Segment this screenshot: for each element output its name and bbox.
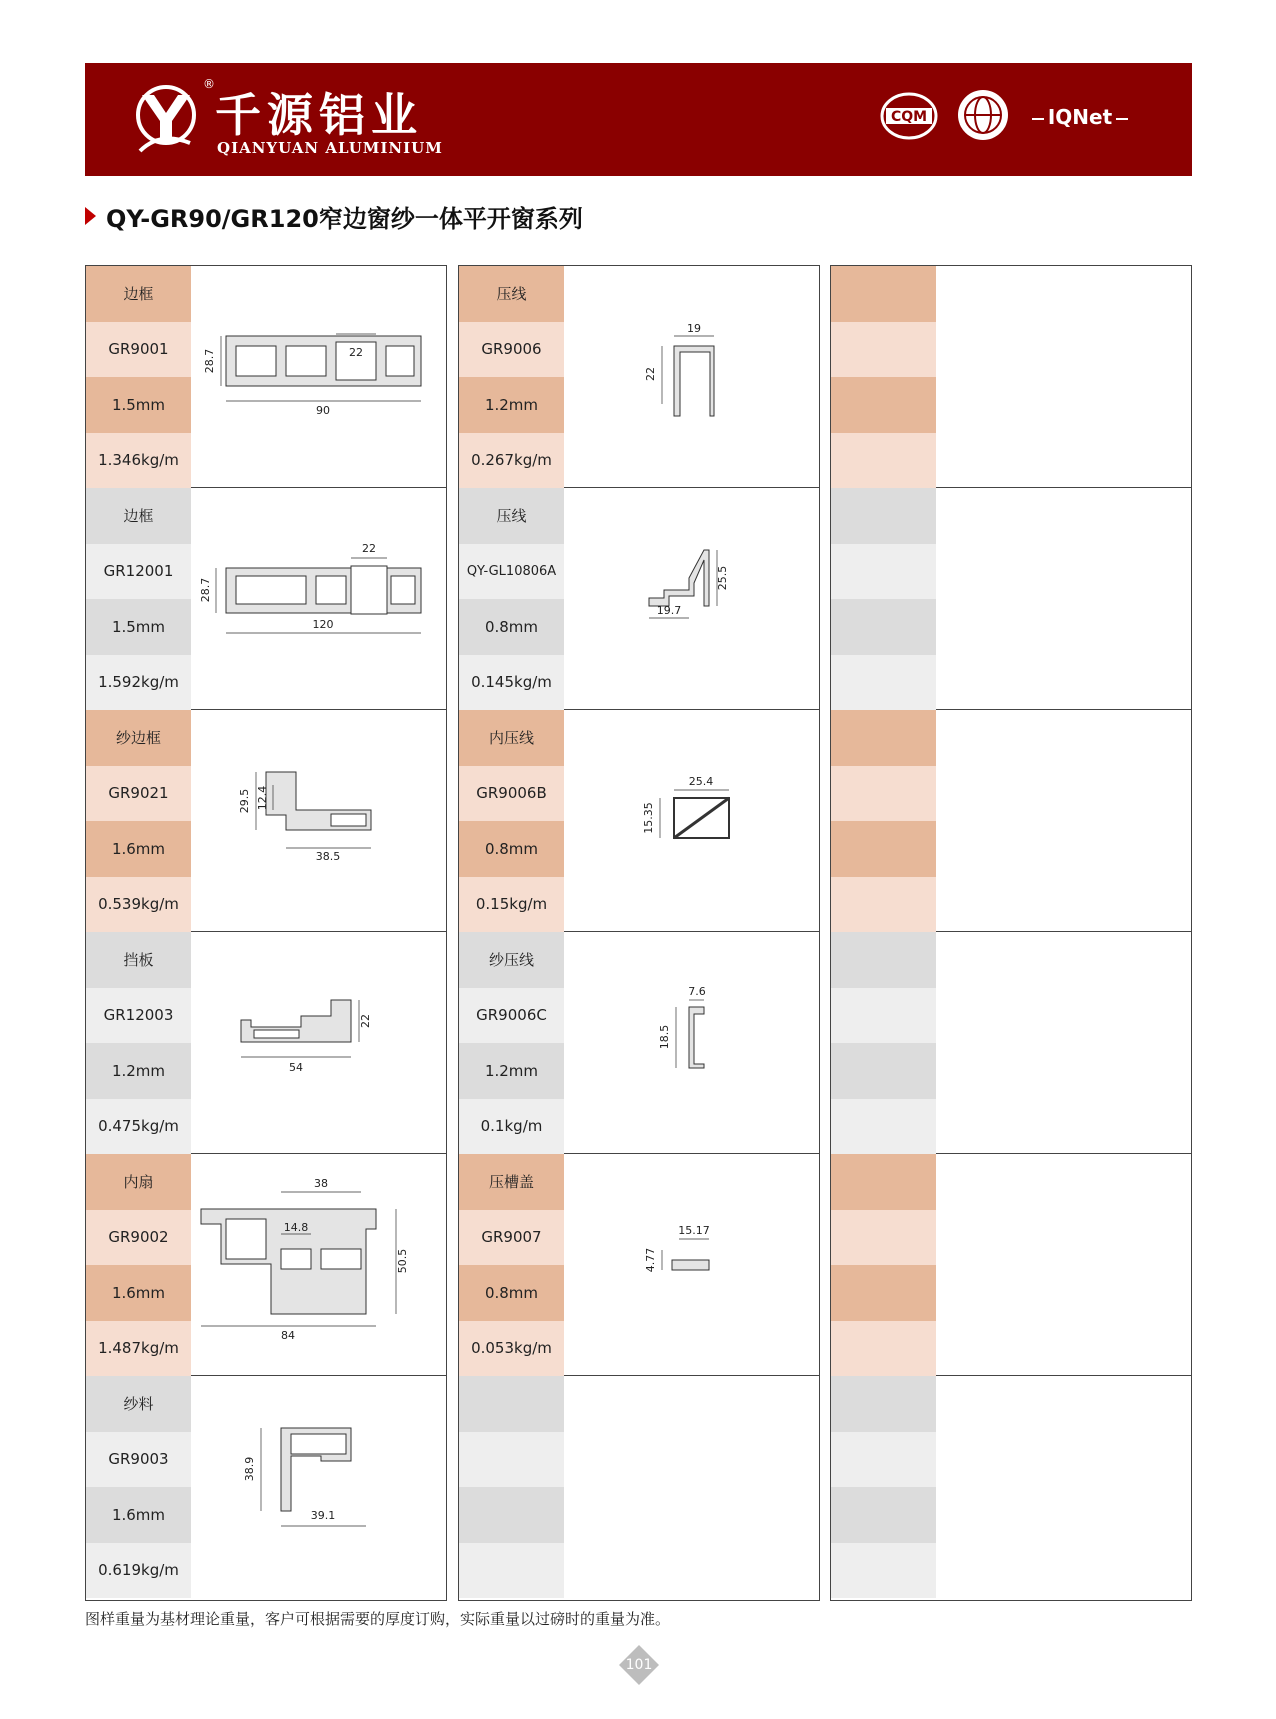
profile-card <box>86 1376 446 1598</box>
registered-mark: ® <box>203 77 215 91</box>
profile-thickness: 1.2mm <box>459 377 564 433</box>
dimension-label: 22 <box>644 367 657 381</box>
profile-code: GR9002 <box>86 1210 191 1266</box>
profile-name <box>831 488 936 544</box>
cqm-label: CQM <box>890 109 928 125</box>
profile-card <box>86 266 446 488</box>
profile-code: GR9003 <box>86 1432 191 1488</box>
dimension-label: 84 <box>281 1329 295 1342</box>
profile-section-drawing <box>936 710 1191 932</box>
dimension-label: 19.7 <box>656 604 682 617</box>
profile-thickness <box>831 377 936 433</box>
profile-section-drawing <box>191 488 446 710</box>
profile-card <box>86 710 446 932</box>
profile-name <box>831 266 936 322</box>
profile-weight <box>831 1321 936 1377</box>
profile-weight <box>831 1543 936 1599</box>
profile-code: QY-GL10806A <box>459 544 564 600</box>
dimension-label: 15.35 <box>642 802 655 834</box>
profile-name: 边框 <box>86 488 191 544</box>
page-number: 101 <box>625 1657 653 1673</box>
profile-code <box>831 1432 936 1488</box>
profile-thickness: 1.6mm <box>86 821 191 877</box>
dimension-label: 25.4 <box>688 775 714 788</box>
profile-name <box>831 710 936 766</box>
profile-weight <box>459 1543 564 1599</box>
profile-code: GR12003 <box>86 988 191 1044</box>
profile-section-drawing <box>564 710 819 932</box>
dimension-label: 25.5 <box>716 565 729 591</box>
profile-weight <box>831 1099 936 1155</box>
profile-section-drawing <box>191 1154 446 1376</box>
profile-card <box>459 932 819 1154</box>
dimension-label: 22 <box>359 1014 372 1028</box>
profile-name <box>831 932 936 988</box>
profile-section-drawing <box>936 1154 1191 1376</box>
profile-section-drawing <box>936 932 1191 1154</box>
profile-section-drawing <box>936 1376 1191 1598</box>
profile-code: GR9001 <box>86 322 191 378</box>
qianyuan-logo-icon <box>130 81 202 161</box>
profile-card <box>459 266 819 488</box>
cqm-cert-icon <box>880 87 938 145</box>
profile-name: 压槽盖 <box>459 1154 564 1210</box>
dimension-label: 22 <box>362 542 376 555</box>
dimension-label: 90 <box>316 404 330 417</box>
dimension-label: 7.6 <box>688 985 706 998</box>
profile-card <box>86 488 446 710</box>
profile-code <box>831 766 936 822</box>
profile-section-drawing <box>936 488 1191 710</box>
profile-name: 边框 <box>86 266 191 322</box>
profile-card <box>459 1154 819 1376</box>
dimension-label: 28.7 <box>203 348 216 374</box>
series-title <box>85 200 583 232</box>
iqnet-cert-icon <box>1025 103 1135 131</box>
profile-name: 压线 <box>459 266 564 322</box>
profile-name <box>831 1376 936 1432</box>
iqnet-label: IQNet <box>1047 105 1113 129</box>
profile-code <box>831 988 936 1044</box>
profile-card <box>459 710 819 932</box>
profile-name <box>459 1376 564 1432</box>
profile-code: GR9021 <box>86 766 191 822</box>
profile-code: GR9006B <box>459 766 564 822</box>
profile-thickness <box>831 1043 936 1099</box>
dimension-label: 12.4 <box>256 785 269 811</box>
profile-name: 挡板 <box>86 932 191 988</box>
profile-weight: 1.487kg/m <box>86 1321 191 1377</box>
profile-name: 内扇 <box>86 1154 191 1210</box>
dimension-label: 15.17 <box>678 1224 710 1237</box>
dimension-label: 22 <box>349 346 363 359</box>
profile-weight <box>831 877 936 933</box>
profile-weight <box>831 655 936 711</box>
profile-thickness <box>831 1487 936 1543</box>
profile-card <box>831 266 1191 488</box>
profile-card <box>86 932 446 1154</box>
profile-weight: 0.539kg/m <box>86 877 191 933</box>
profile-name: 内压线 <box>459 710 564 766</box>
profile-code: GR9006C <box>459 988 564 1044</box>
profile-name: 纱料 <box>86 1376 191 1432</box>
dimension-label: 14.8 <box>283 1221 309 1234</box>
profile-thickness: 0.8mm <box>459 599 564 655</box>
profile-weight: 1.346kg/m <box>86 433 191 489</box>
profile-section-drawing <box>564 1154 819 1376</box>
profile-weight: 0.145kg/m <box>459 655 564 711</box>
profile-column-3 <box>830 265 1192 1601</box>
profile-weight: 0.15kg/m <box>459 877 564 933</box>
dimension-label: 38.9 <box>243 1456 256 1482</box>
profile-thickness: 0.8mm <box>459 821 564 877</box>
profile-weight: 0.1kg/m <box>459 1099 564 1155</box>
series-title-text: QY-GR90/GR120窄边窗纱一体平开窗系列 <box>106 204 583 233</box>
dimension-label: 28.7 <box>199 577 212 603</box>
iso-cert-icon <box>955 87 1011 143</box>
profile-code <box>831 322 936 378</box>
profile-section-drawing <box>191 266 446 488</box>
dimension-label: 19 <box>687 322 701 335</box>
profile-code: GR9007 <box>459 1210 564 1266</box>
dimension-label: 38.5 <box>315 850 341 863</box>
profile-code <box>831 544 936 600</box>
header-banner <box>85 63 1192 176</box>
profile-card <box>459 488 819 710</box>
dimension-label: 18.5 <box>658 1024 671 1050</box>
profile-section-drawing <box>564 932 819 1154</box>
profile-thickness <box>831 821 936 877</box>
profile-code: GR9006 <box>459 322 564 378</box>
brand-name-en: QIANYUAN ALUMINIUM <box>217 139 443 157</box>
profile-card <box>831 1376 1191 1598</box>
profile-thickness: 1.6mm <box>86 1265 191 1321</box>
profile-section-drawing <box>564 266 819 488</box>
profile-thickness: 1.5mm <box>86 599 191 655</box>
profile-name: 纱压线 <box>459 932 564 988</box>
profile-weight: 0.619kg/m <box>86 1543 191 1599</box>
profile-section-drawing <box>191 932 446 1154</box>
brand-name-cn: 千源铝业 <box>215 88 423 142</box>
profile-weight <box>831 433 936 489</box>
profile-thickness <box>459 1487 564 1543</box>
dimension-label: 29.5 <box>238 788 251 814</box>
profile-weight: 0.053kg/m <box>459 1321 564 1377</box>
profile-thickness: 1.2mm <box>459 1043 564 1099</box>
profile-section-drawing <box>191 1376 446 1598</box>
dimension-label: 38 <box>314 1177 328 1190</box>
title-arrow-icon <box>85 207 96 225</box>
profile-thickness <box>831 1265 936 1321</box>
profile-card <box>831 1154 1191 1376</box>
profile-card <box>86 1154 446 1376</box>
profile-name: 纱边框 <box>86 710 191 766</box>
profile-weight: 0.475kg/m <box>86 1099 191 1155</box>
profile-card <box>831 932 1191 1154</box>
profile-thickness: 1.6mm <box>86 1487 191 1543</box>
dimension-label: 4.77 <box>644 1247 657 1273</box>
page-number-badge <box>617 1643 661 1687</box>
profile-section-drawing <box>564 488 819 710</box>
profile-name: 压线 <box>459 488 564 544</box>
dimension-label: 50.5 <box>396 1248 409 1274</box>
profile-card <box>831 488 1191 710</box>
profile-code: GR12001 <box>86 544 191 600</box>
dimension-label: 54 <box>289 1061 303 1074</box>
profile-thickness: 1.5mm <box>86 377 191 433</box>
profile-section-drawing <box>564 1376 819 1598</box>
profile-section-drawing <box>191 710 446 932</box>
profile-weight: 0.267kg/m <box>459 433 564 489</box>
profile-weight: 1.592kg/m <box>86 655 191 711</box>
profile-thickness: 1.2mm <box>86 1043 191 1099</box>
profile-name <box>831 1154 936 1210</box>
profile-column-2 <box>458 265 820 1601</box>
profile-card <box>831 710 1191 932</box>
profile-column-1 <box>85 265 447 1601</box>
profile-thickness <box>831 599 936 655</box>
footer-note: 图样重量为基材理论重量，客户可根据需要的厚度订购，实际重量以过磅时的重量为准。 <box>85 1610 671 1628</box>
dimension-label: 120 <box>312 618 334 631</box>
profile-code <box>459 1432 564 1488</box>
profile-thickness: 0.8mm <box>459 1265 564 1321</box>
profile-code <box>831 1210 936 1266</box>
profile-section-drawing <box>936 266 1191 488</box>
profile-card <box>459 1376 819 1598</box>
dimension-label: 39.1 <box>310 1509 336 1522</box>
